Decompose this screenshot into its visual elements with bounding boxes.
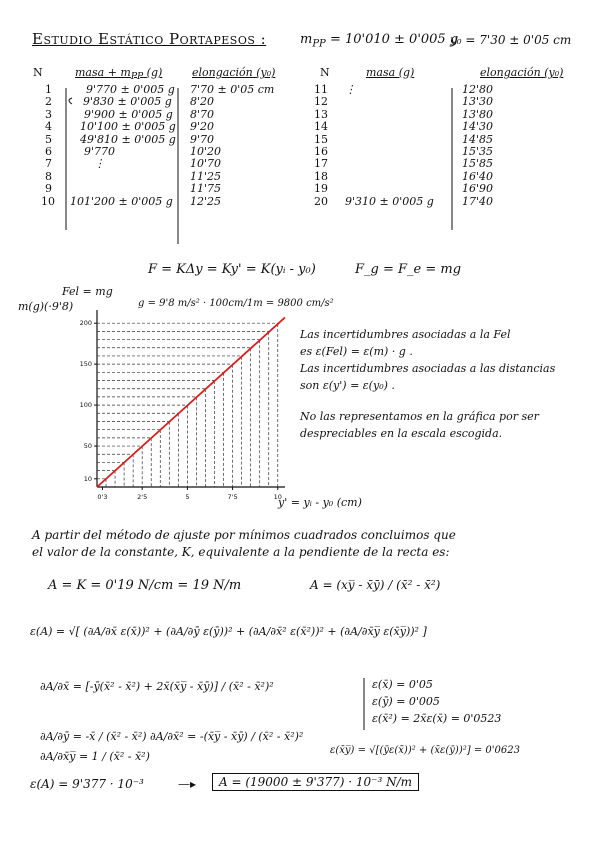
final-result: A = (19000 ± 9'377) · 10⁻³ N/m [212, 773, 419, 791]
partial-xy: ∂A/∂x̄y̅ = 1 / (x̄² - x̄²) [40, 750, 150, 763]
right-header-mass: masa (g) [366, 66, 415, 79]
table-cell: 9 [45, 182, 52, 196]
note-line: No las representamos en la gráfica por ser [300, 410, 539, 423]
table-cell: 9'310 ± 0'005 g [345, 194, 434, 208]
table-cell: 12'25 [190, 194, 222, 208]
table-cell: 16'90 [462, 182, 494, 196]
x-tick-label: 0'3 [97, 493, 108, 501]
note-line: Las incertidumbres asociadas a las distancias [300, 362, 556, 375]
table-cell: 16 [314, 144, 328, 158]
table-cell: 15 [314, 132, 328, 146]
conclusion-line: el valor de la constante, K, equivalente a la pendiente de la recta es: [32, 545, 450, 559]
table-cell: ⋮ [345, 83, 356, 96]
partial-x: ∂A/∂x̄ = [-ȳ(x̄² - x̄²) + 2x̄(x̄y̅ - x̄ȳ)] / (x̄² - x̄²)² [40, 680, 274, 693]
x-tick-label: 10 [273, 493, 282, 501]
note-line: despreciables en la escala escogida. [300, 427, 503, 440]
y-tick-label: 10 [83, 474, 92, 483]
eps-result: ε(A) = 9'377 · 10⁻³ [30, 777, 144, 791]
right-header-n: N [320, 66, 330, 79]
table-cell: 2 [45, 95, 52, 109]
table-cell: 3 [45, 107, 52, 121]
eps-y: ε(ȳ) = 0'005 [372, 695, 440, 708]
left-header-elong: elongación (y₀) [192, 66, 276, 79]
conclusion-line: A partir del método de ajuste por mínimos cuadrados concluimos que [32, 528, 456, 542]
table-cell: 10 [41, 194, 55, 208]
arrow-icon: —▸ [178, 777, 197, 791]
table-cell: 18 [314, 169, 328, 183]
partial-x2: ∂A/∂x̄² = -(x̄y̅ - x̄ȳ) / (x̄² - x̄²)² [150, 730, 304, 743]
table-cell: 9'770 ± 0'005 g [86, 83, 175, 96]
table-cell: 8'20 [190, 95, 215, 109]
fel-label: Fel = mg [62, 285, 113, 298]
a-formula: A = (xy̅ - x̄ȳ) / (x̄² - x̄²) [310, 578, 441, 592]
table-cell: 15'35 [462, 144, 494, 158]
table-cell: 49'810 ± 0'005 g [80, 132, 176, 146]
left-header-mass-sub: PP [130, 71, 144, 83]
table-cell: 14'85 [462, 132, 494, 146]
table-cell: 10'100 ± 0'005 g [80, 120, 176, 134]
table-cell: 8'70 [190, 107, 215, 121]
note-line: es ε(Fel) = ε(m) · g . [300, 345, 413, 358]
y-tick-label: 50 [83, 442, 92, 451]
table-cell: 9'770 [84, 144, 116, 158]
weight-formula: F_g = F_e = mg [355, 262, 462, 277]
table-cell: 4 [45, 120, 52, 134]
x-tick-label: 7'5 [227, 493, 238, 501]
table-cell: 12 [314, 95, 328, 109]
table-cell: 9'20 [190, 120, 215, 134]
table-cell: 20 [314, 194, 328, 208]
table-cell: 8 [45, 169, 52, 183]
note-line: Las incertidumbres asociadas a la Fel [300, 328, 511, 341]
y-axis-title: m(g)(·9'8) [18, 300, 74, 313]
table-cell: 13'30 [462, 95, 494, 109]
table-cell: 10'20 [190, 144, 222, 158]
table-cell: ⋮ [94, 157, 105, 171]
left-header-n: N [33, 66, 43, 79]
x-tick-label: 5 [185, 493, 190, 501]
table-cell: 9'70 [190, 132, 215, 146]
hooke-formula: F = KΔy = Ky' = K(yᵢ - y₀) [148, 262, 316, 277]
table-cell: 15'85 [462, 157, 494, 171]
mass-value: = 10'010 ± 0'005 g [329, 32, 459, 47]
table-cell: 13'80 [462, 107, 494, 121]
g-conversion: g = 9'8 m/s² · 100cm/1m = 9800 cm/s² [138, 298, 334, 309]
x-axis-title: y' = yᵢ - y₀ (cm) [278, 496, 362, 509]
y-tick-label: 200 [79, 319, 92, 328]
table-cell: 7'70 ± 0'05 cm [190, 83, 275, 96]
table-cell: 1 [45, 83, 52, 96]
table-cell: 6 [45, 144, 52, 158]
table-cell: 19 [314, 182, 328, 196]
eps-x2: ε(x̄²) = 2x̄ε(x̄) = 0'0523 [372, 712, 502, 725]
table-cell: 17 [314, 157, 328, 171]
y-tick-label: 150 [79, 360, 92, 369]
table-cell: 101'200 ± 0'005 g [70, 194, 173, 208]
table-cell: 12'80 [462, 83, 494, 96]
table-cell: 7 [45, 157, 52, 171]
mass-symbol: m [300, 32, 313, 47]
table-cell: 11 [314, 83, 328, 96]
table-cell: 10'70 [190, 157, 222, 171]
table-cell: 14'30 [462, 120, 494, 134]
table-cell: 17'40 [462, 194, 494, 208]
y-tick-label: 100 [79, 401, 92, 410]
x-tick-label: 2'5 [137, 493, 148, 501]
table-cell: 11'75 [190, 182, 222, 196]
table-cell: 9'830 ± 0'005 g [83, 95, 172, 109]
table-cell: 9'900 ± 0'005 g [84, 107, 173, 121]
eps-a-formula: ε(A) = √[ (∂A/∂x̄ ε(x̄))² + (∂A/∂ȳ ε(ȳ))² + (∂A/∂x̄² ε(x̄²))² + (∂A/∂x̄y̅ ε(x̄y̅))² ] [30, 625, 427, 638]
table-cell: 16'40 [462, 169, 494, 183]
title-text: Estudio Estático Portapesos : [32, 30, 267, 48]
table-cell: 11'25 [190, 169, 222, 183]
a-value: A = K = 0'19 N/cm = 19 N/m [48, 578, 242, 593]
table-cell: 5 [45, 132, 52, 146]
table-cell: 14 [314, 120, 328, 134]
right-header-elong: elongación (y₀) [480, 66, 564, 79]
mass-sub: PP [312, 38, 326, 50]
table-cell: 13 [314, 107, 328, 121]
note-line: son ε(y') = ε(y₀) . [300, 379, 395, 392]
left-header-mass-unit: (g) [146, 66, 163, 79]
y0-header: y₀ = 7'30 ± 0'05 cm [450, 33, 572, 47]
left-header-mass-text: masa + m [75, 66, 131, 79]
eps-xy: ε(x̄y̅) = √[(ȳε(x̄))² + (x̄ε(ȳ))²] = 0'0623 [330, 745, 520, 756]
eps-x: ε(x̄) = 0'05 [372, 678, 433, 691]
partial-y: ∂A/∂ȳ = -x̄ / (x̄² - x̄²) [40, 730, 147, 743]
